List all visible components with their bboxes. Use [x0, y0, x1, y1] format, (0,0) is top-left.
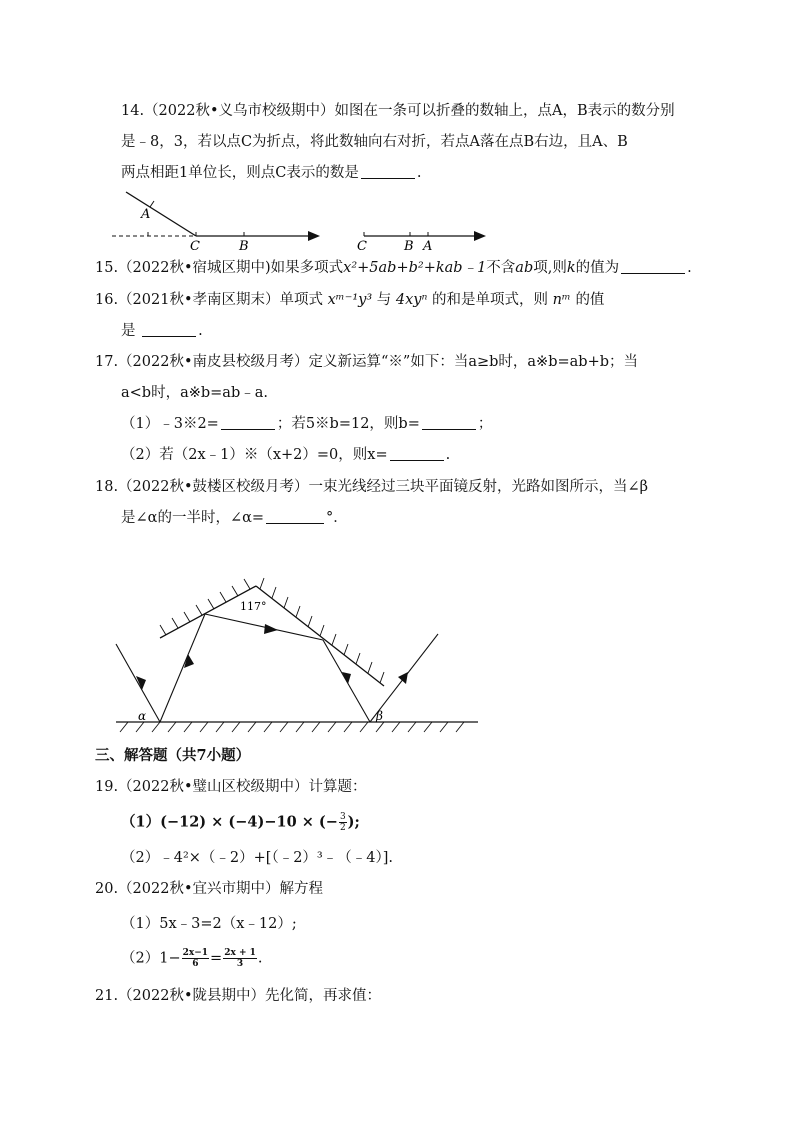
q14-label-b: B: [239, 239, 249, 254]
q14-number-line-figure: [108, 190, 498, 254]
q18-line1: 18.（2022秋•鼓楼区校级月考）一束光线经过三块平面镜反射，光路如图所示，当∠β: [95, 479, 649, 495]
q15-polynomial: x²+5ab+b²+kab﹣1: [343, 260, 487, 276]
q17-part2: （2）若（2x﹣1）※（x+2）=0，则x= .: [121, 447, 451, 463]
q19-heading: 19.（2022秋•璧山区校级期中）计算题：: [95, 779, 367, 795]
q14-line2: 是﹣8，3，若以点C为折点，将此数轴向右对折，若点A落在点B右边，且A、B: [121, 134, 628, 150]
q18-alpha-label: α: [138, 709, 147, 723]
q14-right-label-c: C: [357, 239, 367, 254]
q15-line: 15.（2022秋•宿城区期中)如果多项式x²+5ab+b²+kab﹣1不含ab项,则k的值为 .: [95, 260, 692, 276]
q17-blank-3: [390, 446, 444, 461]
q17-blank-2: [422, 415, 476, 430]
q14-label-a: A: [141, 207, 151, 222]
q14-label-c: C: [190, 239, 200, 254]
q17-blank-1: [221, 415, 275, 430]
q14-line1: 14.（2022秋•义乌市校级期中）如图在一条可以折叠的数轴上，点A，B表示的数分别: [121, 103, 675, 119]
q14-folded-segment: [126, 192, 196, 236]
section-heading: 三、解答题（共7小题）: [95, 747, 251, 764]
q14-arrow-head: [308, 231, 320, 241]
q20-heading: 20.（2022秋•宜兴市期中）解方程: [95, 881, 324, 897]
q14-right-label-b: B: [404, 239, 414, 254]
q15-answer-blank: [621, 259, 685, 274]
q16-monomial-1: xᵐ⁻¹y³: [327, 292, 373, 308]
q19-part2: （2）﹣4²×（﹣2）+[（﹣2）³﹣（﹣4）].: [121, 850, 393, 866]
q19-part1: （1）(−12) × (−4)−10 × (− $\frac{3}{2}$ );: [121, 812, 360, 833]
q16-monomial-2: 4xyⁿ: [395, 292, 428, 308]
q16-line1: 16.（2021秋•孝南区期末）单项式 xᵐ⁻¹y³ 与 4xyⁿ 的和是单项式，则 nᵐ 的值: [95, 292, 605, 308]
q17-line1: 17.（2022秋•南皮县校级月考）定义新运算“※”如下：当a≥b时，a※b=ab+b；当: [95, 354, 638, 370]
q14-answer-blank: [361, 164, 415, 179]
q18-line2: 是∠α的一半时，∠α= °．: [121, 510, 348, 526]
left-roof-hatch: [160, 579, 250, 635]
q20-part1: （1）5x﹣3=2（x﹣12）;: [121, 916, 297, 932]
q16-answer-blank: [142, 322, 196, 337]
ground-mirror-hatch: [120, 722, 464, 732]
q14-tick-a: [150, 201, 154, 207]
light-path-arrows: [136, 624, 408, 690]
q18-mirror-figure: [108, 572, 488, 738]
q16-line2: 是 .: [121, 323, 203, 339]
q14-right-arrow-head: [474, 231, 486, 241]
q17-part1: （1）﹣3※2= ；若5※b=12，则b= ；: [121, 416, 493, 432]
q20-part2: （2）1− $\frac{2x-1}{6}$ = $\frac{2x + 1}{3}$ .: [121, 948, 263, 969]
q21-heading: 21.（2022秋•陇县期中）先化简，再求值：: [95, 988, 382, 1004]
q18-beta-label: β: [376, 709, 383, 723]
q14-right-label-a: A: [423, 239, 433, 254]
q14-line3-text: 两点相距1单位长，则点C表示的数是: [121, 165, 359, 181]
q18-angle-117: 117°: [240, 600, 267, 613]
q17-line2: a<b时，a※b=ab﹣a.: [121, 385, 268, 401]
q14-line3: 两点相距1单位长，则点C表示的数是 .: [121, 165, 422, 181]
q18-answer-blank: [266, 509, 324, 524]
